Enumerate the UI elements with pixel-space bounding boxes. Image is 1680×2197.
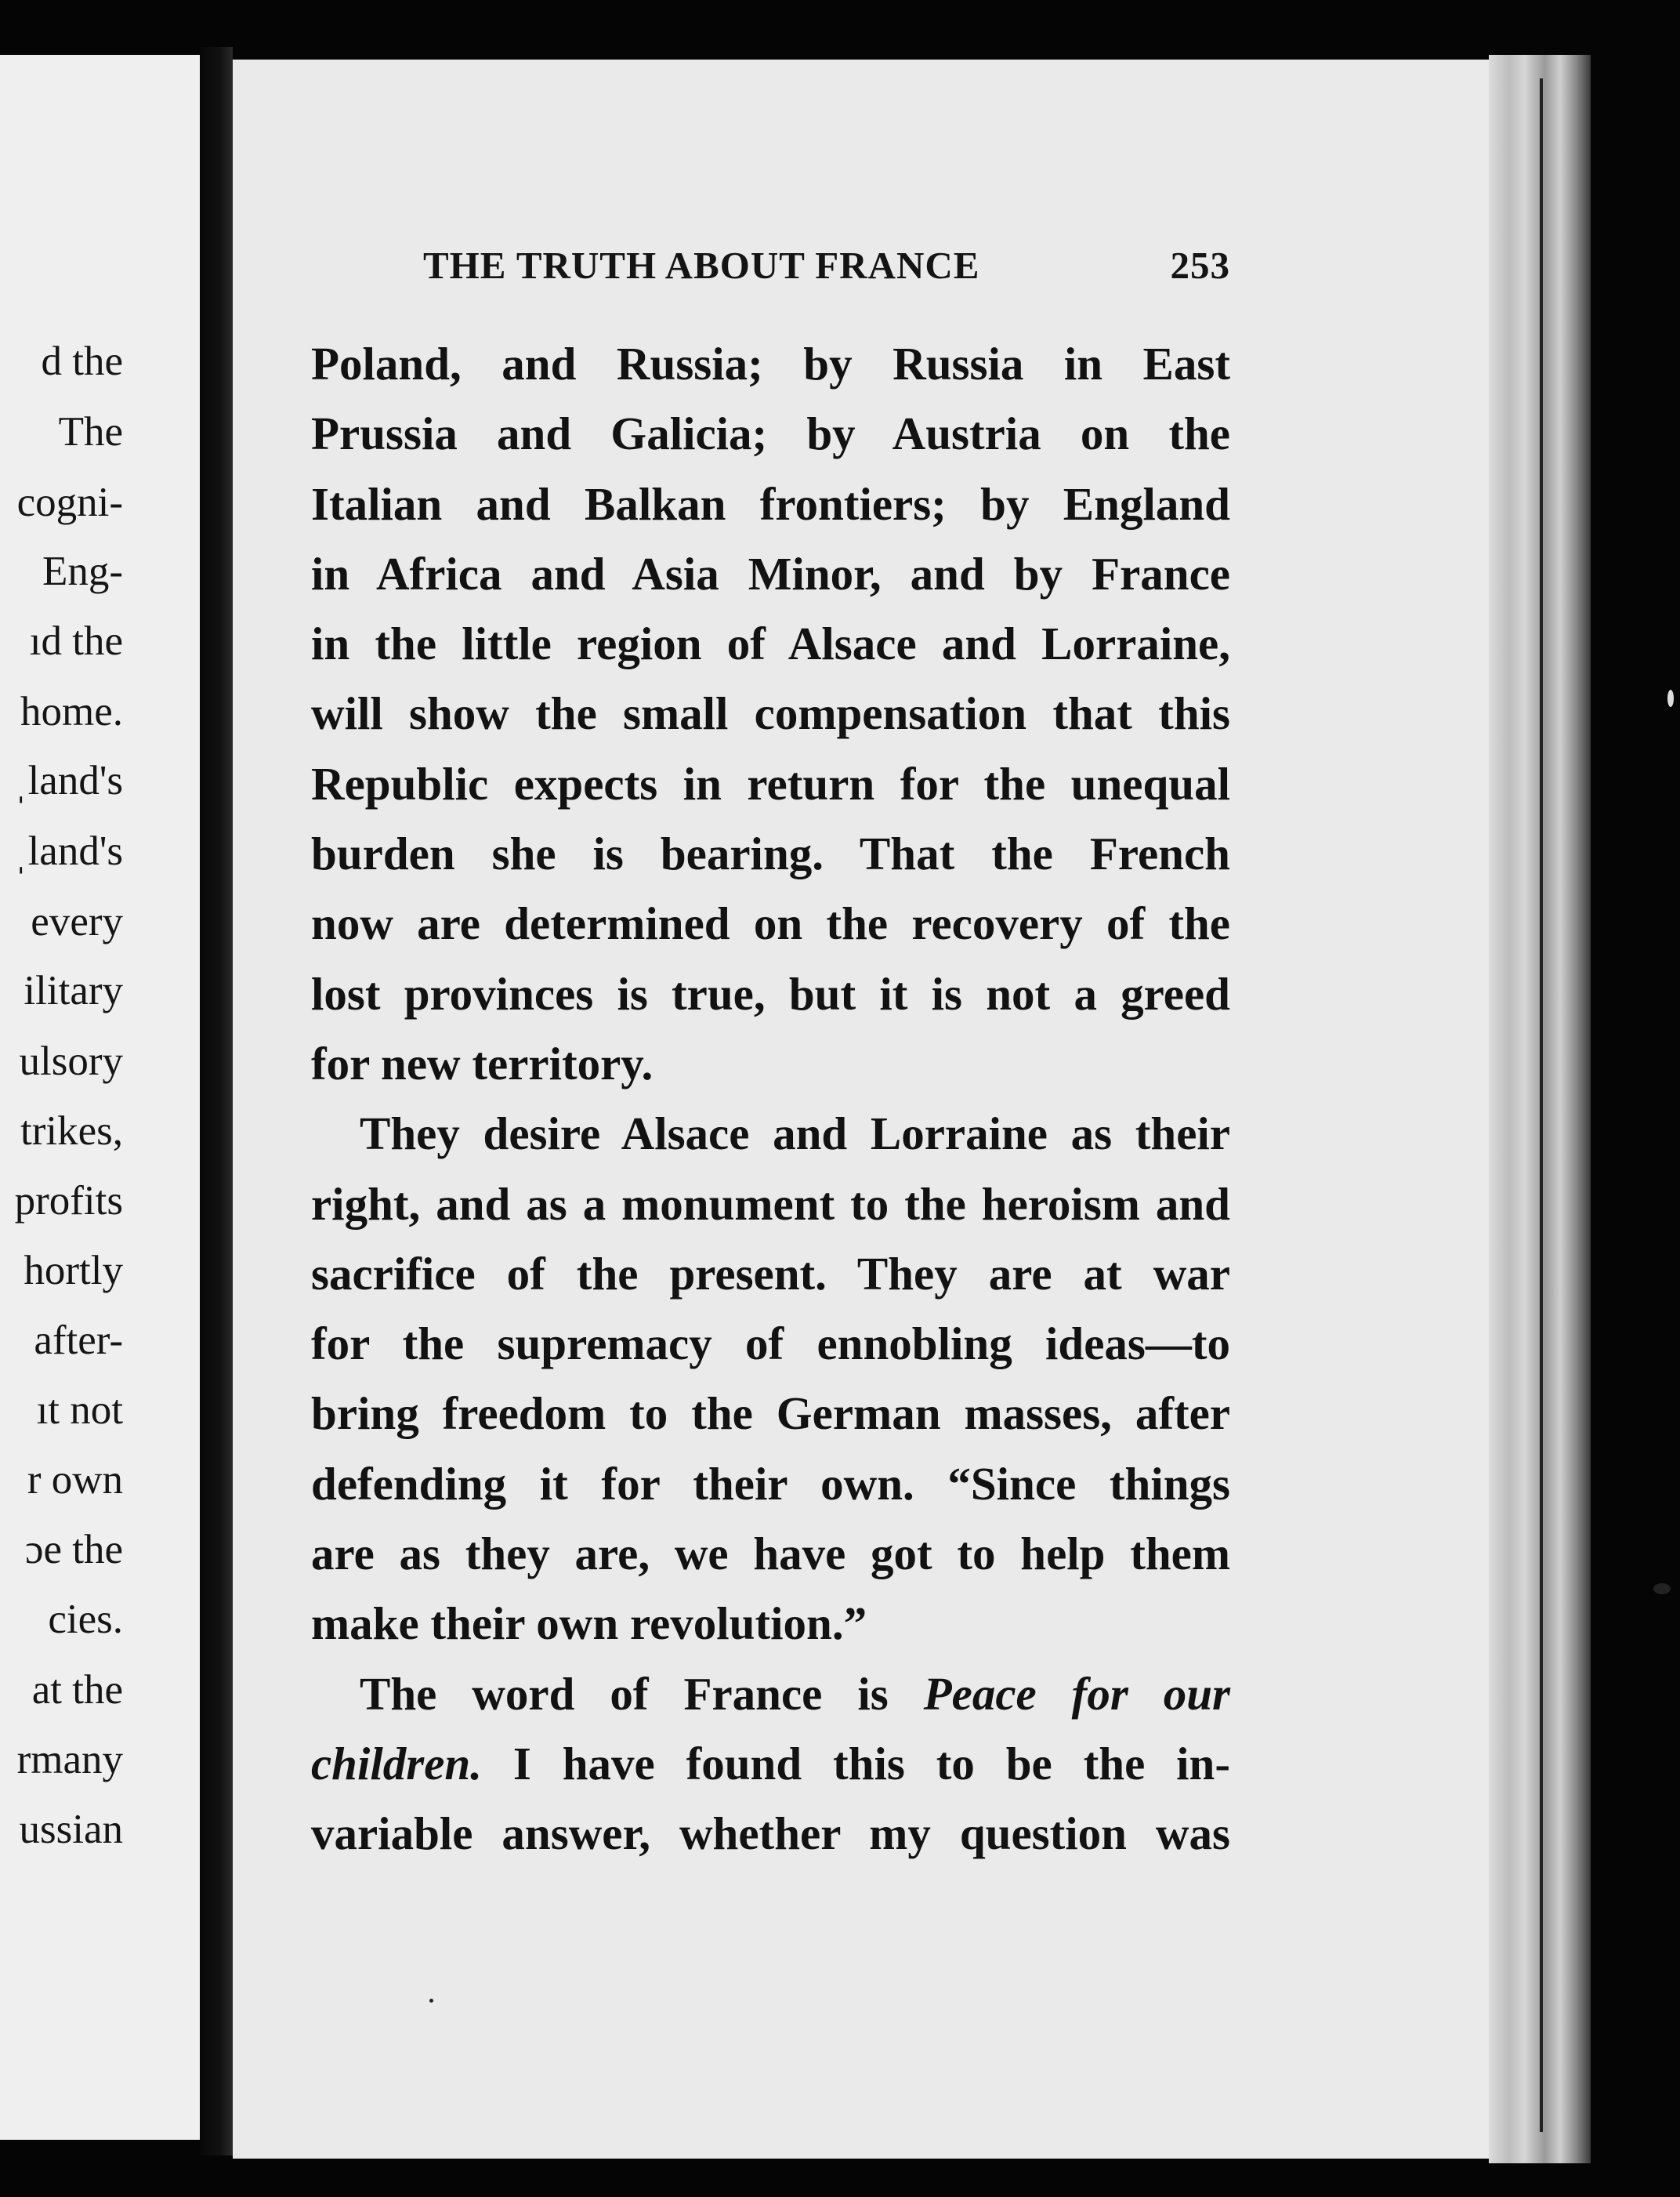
text-line: in Africa and Asia Minor, and by France bbox=[311, 547, 1230, 600]
left-page-fragment: ɔe the bbox=[24, 1527, 123, 1572]
left-page-fragment: ilitary bbox=[24, 968, 123, 1013]
left-page-fragment: Eng- bbox=[42, 549, 123, 594]
text-line: burden she is bearing. That the French bbox=[311, 828, 1230, 880]
left-page-fragment: profits bbox=[14, 1178, 123, 1224]
left-page-fragment: ıt not bbox=[36, 1387, 123, 1433]
text-segment: I have found this to be the in- bbox=[512, 1737, 1230, 1789]
text-line: in the little region of Alsace and Lorraine, bbox=[311, 618, 1230, 670]
text-line: variable answer, whether my question was bbox=[311, 1807, 1230, 1860]
book-gutter bbox=[200, 47, 233, 2155]
left-page-fragment: after- bbox=[34, 1318, 123, 1363]
left-page-fragment: d the bbox=[41, 339, 123, 384]
page-number: 253 bbox=[1170, 244, 1230, 287]
left-page-fragment: every bbox=[31, 899, 123, 944]
left-page-fragment: trikes, bbox=[20, 1108, 123, 1154]
text-line: right, and as a monument to the heroism and bbox=[311, 1177, 1230, 1230]
text-line: now are determined on the recovery of the bbox=[311, 897, 1230, 950]
running-title: THE TRUTH ABOUT FRANCE bbox=[423, 244, 980, 287]
left-page-fragment: hortly bbox=[24, 1248, 123, 1293]
text-line: Italian and Balkan frontiers; by England bbox=[311, 477, 1230, 530]
text-line: defending it for their own. “Since things bbox=[311, 1457, 1230, 1510]
text-line: for the supremacy of ennobling ideas—to bbox=[311, 1318, 1230, 1370]
left-facing-page bbox=[0, 55, 200, 2140]
text-line: will show the small compensation that this bbox=[311, 687, 1230, 740]
text-line: make their own revolution.” bbox=[311, 1597, 867, 1650]
text-line: Prussia and Galicia; by Austria on the bbox=[311, 408, 1230, 460]
text-line bbox=[311, 1659, 1230, 1729]
text-line: They desire Alsace and Lorraine as their bbox=[360, 1108, 1230, 1160]
dust-speck bbox=[1667, 690, 1674, 707]
text-line: are as they are, we have got to help them bbox=[311, 1528, 1230, 1580]
dust-speck bbox=[429, 1999, 433, 2003]
page-edge-line bbox=[1540, 78, 1543, 2132]
left-page-fragment: ussian bbox=[19, 1807, 123, 1852]
text-line: sacrifice of the present. They are at war bbox=[311, 1247, 1230, 1300]
left-page-fragment: cogni- bbox=[16, 480, 123, 525]
page-header bbox=[423, 243, 1230, 290]
text-line: bring freedom to the German masses, after bbox=[311, 1387, 1230, 1440]
left-page-fragment: at the bbox=[31, 1667, 123, 1713]
dust-speck bbox=[1653, 1583, 1671, 1594]
left-page-fragment: r own bbox=[27, 1457, 123, 1503]
left-page-fragment: ulsory bbox=[19, 1039, 123, 1084]
text-line: lost provinces is true, but it is not a greed bbox=[311, 967, 1230, 1020]
text-line: for new territory. bbox=[311, 1037, 654, 1089]
left-page-fragment: ıd the bbox=[29, 618, 123, 664]
text-line bbox=[311, 1729, 1230, 1799]
italic-text: children. bbox=[311, 1737, 482, 1789]
left-page-fragment: home. bbox=[20, 689, 123, 734]
text-line: Republic expects in return for the unequal bbox=[311, 757, 1230, 810]
text-segment: The word of France is bbox=[360, 1667, 889, 1720]
body-text bbox=[311, 329, 1230, 1869]
text-line: Poland, and Russia; by Russia in East bbox=[311, 338, 1230, 390]
left-page-fragment: ˌland's bbox=[13, 758, 123, 803]
left-page-fragment: The bbox=[58, 409, 123, 455]
left-page-fragment: rmany bbox=[16, 1737, 123, 1782]
italic-text: Peace for our bbox=[923, 1667, 1231, 1720]
left-page-fragment: cies. bbox=[48, 1597, 123, 1642]
left-page-fragment: ˌland's bbox=[13, 828, 123, 874]
